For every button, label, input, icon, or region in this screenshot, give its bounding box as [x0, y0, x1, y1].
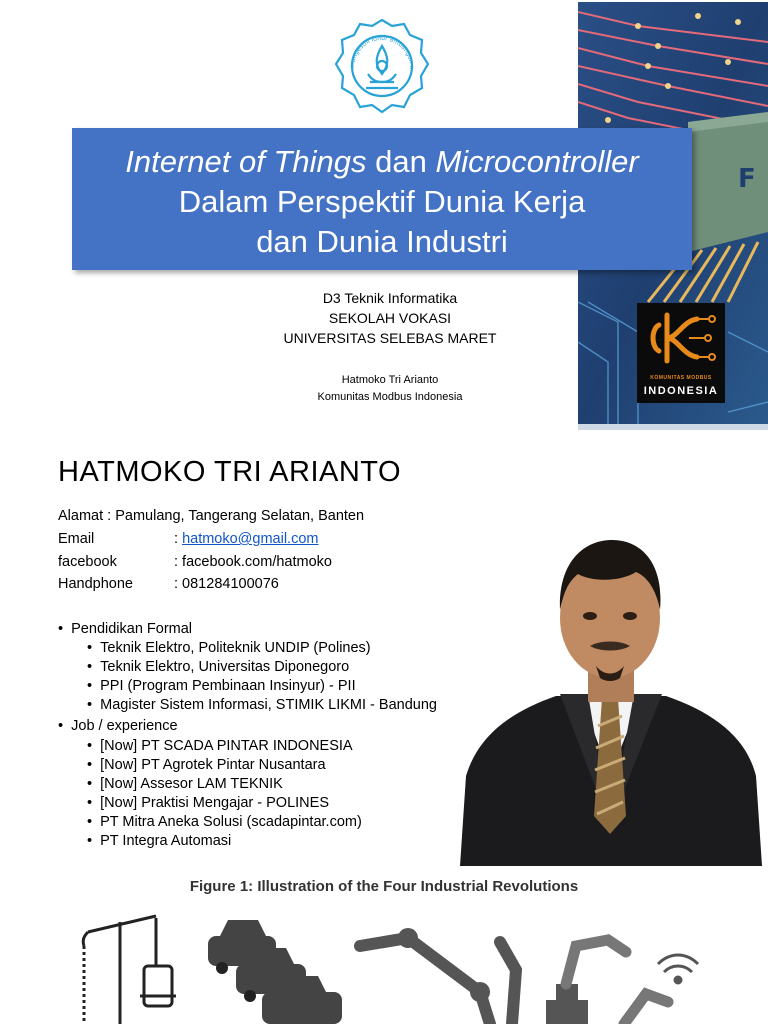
school-text: SEKOLAH VOKASI: [328, 310, 452, 326]
list-item: • [Now] PT SCADA PINTAR INDONESIA: [87, 738, 353, 754]
list-item: • PPI (Program Pembinaan Insinyur) - PII: [87, 678, 356, 694]
education-heading: • Pendidikan Formal: [58, 621, 193, 637]
profile-slide: [0, 436, 768, 866]
profile-name: HATMOKO TRI ARIANTO: [58, 456, 402, 488]
list-item: • Teknik Elektro, Universitas Diponegoro: [87, 659, 350, 675]
car-assembly-icon: [208, 920, 342, 1024]
university-text: UNIVERSITAS SELEBAS MARET: [283, 330, 497, 346]
figure-slide: [0, 866, 768, 1024]
university-seal-logo: [332, 16, 432, 116]
figure-title: Figure 1: Illustration of the Four Industrial Revolutions: [189, 878, 579, 895]
circuit-k-icon: [637, 303, 725, 373]
profile-photo: [460, 526, 762, 866]
list-item: • Teknik Elektro, Politeknik UNDIP (Polines): [87, 640, 371, 656]
list-item: • [Now] Assesor LAM TEKNIK: [87, 776, 283, 792]
phone-row: Handphone : 081284100076: [58, 576, 279, 592]
title-banner: [72, 128, 692, 270]
modbus-community-logo: [637, 303, 725, 403]
list-item: • Magister Sistem Informasi, STIMIK LIKMI - Bandung: [87, 697, 437, 713]
svg-text:F: F: [738, 164, 756, 194]
steam-engine-icon: [83, 916, 176, 1024]
title-slide: [0, 0, 768, 436]
email-row: Email : hatmoko@gmail.com: [58, 531, 319, 547]
list-item: • PT Integra Automasi: [87, 833, 232, 849]
robot-arm-icon: [360, 938, 516, 1024]
title-line-1: Internet of Things dan Microcontroller: [125, 144, 639, 179]
facebook-row: facebook : facebook.com/hatmoko: [58, 554, 332, 570]
address-row: Alamat : Pamulang, Tangerang Selatan, Banten: [58, 508, 365, 524]
community-text: Komunitas Modbus Indonesia: [317, 391, 463, 403]
list-item: • [Now] Praktisi Mengajar - POLINES: [87, 795, 329, 811]
presenter-text: Hatmoko Tri Arianto: [341, 374, 439, 386]
list-item: • PT Mitra Aneka Solusi (scadapintar.com): [87, 814, 362, 830]
wifi-icon: [658, 955, 698, 983]
job-heading: • Job / experience: [58, 718, 178, 734]
email-link[interactable]: hatmoko@gmail.com: [182, 531, 319, 547]
title-line-2: Dalam Perspektif Dunia Kerja: [178, 184, 586, 219]
modbus-logo-subtext: KOMUNITAS MODBUS: [650, 375, 712, 381]
svg-text:mangesthi luhur ambangun nagar: mangesthi luhur ambangun n: [348, 34, 416, 70]
modbus-logo-text: INDONESIA: [643, 385, 719, 397]
title-line-3: dan Dunia Industri: [256, 224, 508, 259]
industrial-revolutions-illustration: [0, 906, 768, 1024]
list-item: • [Now] PT Agrotek Pintar Nusantara: [87, 757, 326, 773]
program-text: D3 Teknik Informatika: [322, 290, 458, 306]
